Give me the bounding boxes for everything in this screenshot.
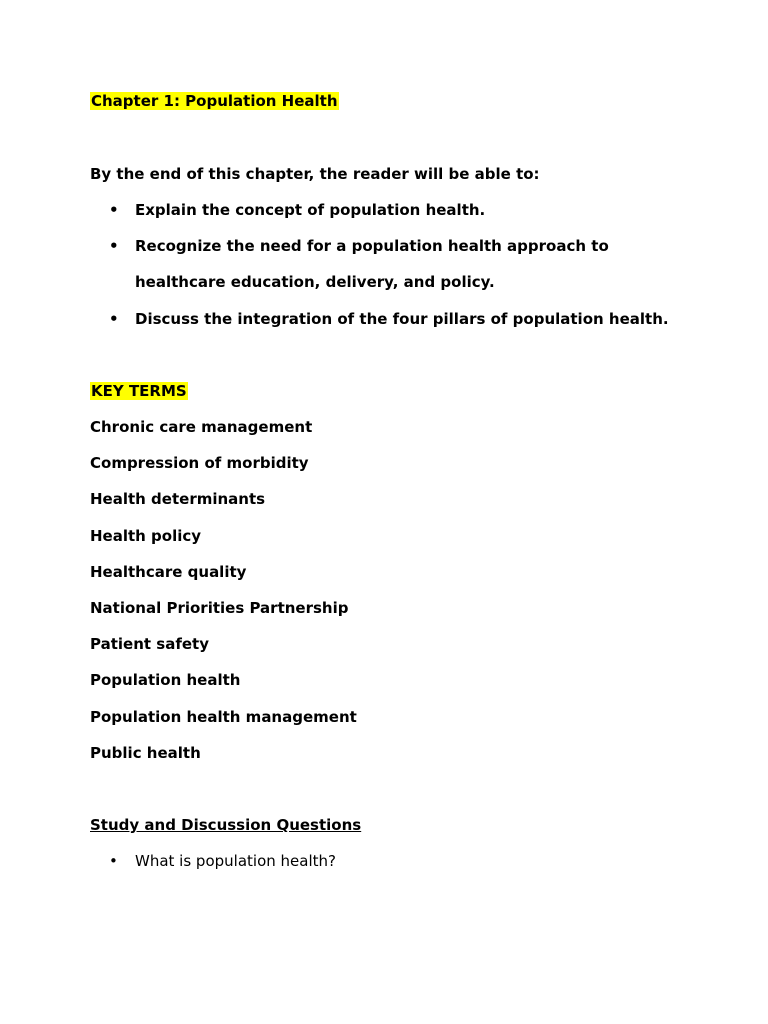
- objective-item-1: Explain the concept of population health.: [135, 201, 486, 219]
- objective-item-2-line-2: healthcare education, delivery, and policy.: [135, 273, 495, 291]
- key-term: National Priorities Partnership: [90, 599, 349, 617]
- objectives-intro: By the end of this chapter, the reader will be able to:: [90, 165, 540, 183]
- key-term: Health policy: [90, 527, 202, 545]
- chapter-title-text: Chapter 1: Population Health: [91, 92, 338, 110]
- objective-bullet-2: •: [109, 237, 119, 255]
- chapter-title: [90, 91, 339, 111]
- objective-item-2-line-1: Recognize the need for a population health approach to: [135, 237, 609, 255]
- objective-item-3: Discuss the integration of the four pillars of population health.: [135, 310, 669, 328]
- key-term: Health determinants: [90, 490, 266, 508]
- study-questions-heading: Study and Discussion Questions: [90, 816, 362, 834]
- key-terms-heading-text: KEY TERMS: [91, 382, 187, 400]
- study-question-item-1: What is population health?: [135, 852, 336, 870]
- key-term: Population health management: [90, 708, 357, 726]
- key-term: Healthcare quality: [90, 563, 247, 581]
- key-term: Chronic care management: [90, 418, 313, 436]
- key-terms-heading: [90, 381, 188, 401]
- key-term: Compression of morbidity: [90, 454, 309, 472]
- objective-bullet-3: •: [109, 310, 119, 328]
- key-term: Public health: [90, 744, 201, 762]
- key-term: Population health: [90, 671, 241, 689]
- key-term: Patient safety: [90, 635, 209, 653]
- study-question-bullet-1: •: [109, 852, 118, 870]
- objective-bullet-1: •: [109, 201, 119, 219]
